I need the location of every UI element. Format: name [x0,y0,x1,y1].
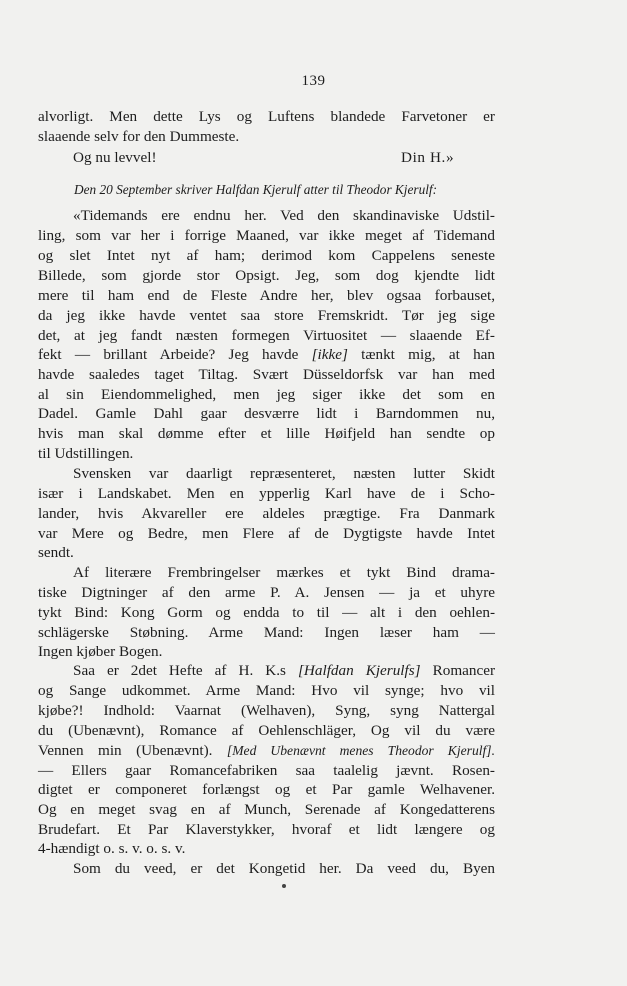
text-line: Vennen min (Ubenævnt). [Med Ubenævnt menes Theodor Kjerulf]. [38,742,495,759]
text-line: fekt — brillant Arbeide? Jeg havde [ikke] tænkt mig, at han [38,346,495,363]
text-line: mere til ham end de Fleste Andre her, blev ogsaa forbauset, [38,287,495,304]
text-line: kjøbe?! Indhold: Vaarnat (Welhaven), Syng, syng Nattergal [38,702,495,719]
text-line: ling, som var her i forrige Maaned, var ikke meget af Tidemand [38,227,495,244]
text-line: Ingen kjøber Bogen. [38,643,163,660]
text-line: lander, hvis Akvareller ere aldeles prægtige. Fra Danmark [38,505,495,522]
text-line: alvorligt. Men dette Lys og Luftens blandede Farvetoner er [38,108,495,125]
text-line: da jeg ikke havde ventet saa store Fremskridt. Tør jeg sige [38,307,495,324]
text-line: især i Landskabet. Men en ypperlig Karl have de i Scho- [38,485,495,502]
text-line: tykt Bind: Kong Gorm og endda to til — alt i den oehlen- [38,604,495,621]
text-line: hvis man skal dømme efter et lille Høifjeld han sendte op [38,425,495,442]
text-line: og Sange udkommet. Arme Mand: Hvo vil synge; hvo vil [38,682,495,699]
text-line: Som du veed, er det Kongetid her. Da veed du, Byen [73,860,495,877]
text-line: sendt. [38,544,74,561]
text-line: schlägerske Støbning. Arme Mand: Ingen læser ham — [38,624,495,641]
text-line: slaaende selv for den Dummeste. [38,128,240,145]
ink-speck [282,884,286,888]
text-line: digtet er componeret forlængst og et Par gamle Welhavener. [38,781,495,798]
text-line: du (Ubenævnt), Romance af Oehlenschläger, Og vil du være [38,722,495,739]
section-heading: Den 20 September skriver Halfdan Kjerulf atter til Theodor Kjerulf: [74,182,438,197]
text-line: havde saaledes taget Tiltag. Svært Düsseldorfsk var han med [38,366,495,383]
editorial-note: [Halfdan Kjerulfs] [298,662,421,679]
signature: Din H.» [401,149,455,166]
text-line: — Ellers gaar Romancefabriken saa taalelig jævnt. Rosen- [38,762,495,779]
text-line: Billede, som gjorde stor Opsigt. Jeg, som dog kjendte lidt [38,267,495,284]
text-line: Saa er 2det Hefte af H. K.s [Halfdan Kjerulfs] Romancer [73,662,496,679]
text-line: Svensken var daarligt repræsenteret, næsten lutter Skidt [73,465,495,482]
text-line: Og en meget svag en af Munch, Serenade af Kongedatterens [38,801,495,818]
text-line: tiske Digtninger af den arme P. A. Jensen — ja et uhyre [38,584,495,601]
text-line: Og nu levvel! [73,149,157,166]
text-line: 4-hændigt o. s. v. o. s. v. [38,840,186,857]
text-line: til Udstillingen. [38,445,134,462]
text-line: det, at jeg fandt næsten formegen Virtuositet — slaaende Ef- [38,327,495,344]
text-line: Af literære Frembringelser mærkes et tykt Bind drama- [73,564,495,581]
text-line: Brudefart. Et Par Klaverstykker, hvoraf et lidt længere og [38,821,495,838]
text-line: Dadel. Gamle Dahl gaar desværre lidt i Barndommen nu, [38,405,495,422]
text-line: al sin Eiendommelighed, men jeg siger ikke det som en [38,386,495,403]
editorial-note: [Med Ubenævnt menes Theodor Kjerulf]. [226,743,495,758]
text-line: var Mere og Bedre, men Flere af de Dygtigste havde Intet [38,525,495,542]
editorial-note: [ikke] [311,346,348,363]
page-number: 139 [301,73,326,89]
text-line: «Tidemands ere endnu her. Ved den skandinaviske Udstil- [73,207,495,224]
text-line: og slet Intet nyt af ham; derimod kom Cappelens seneste [38,247,495,264]
